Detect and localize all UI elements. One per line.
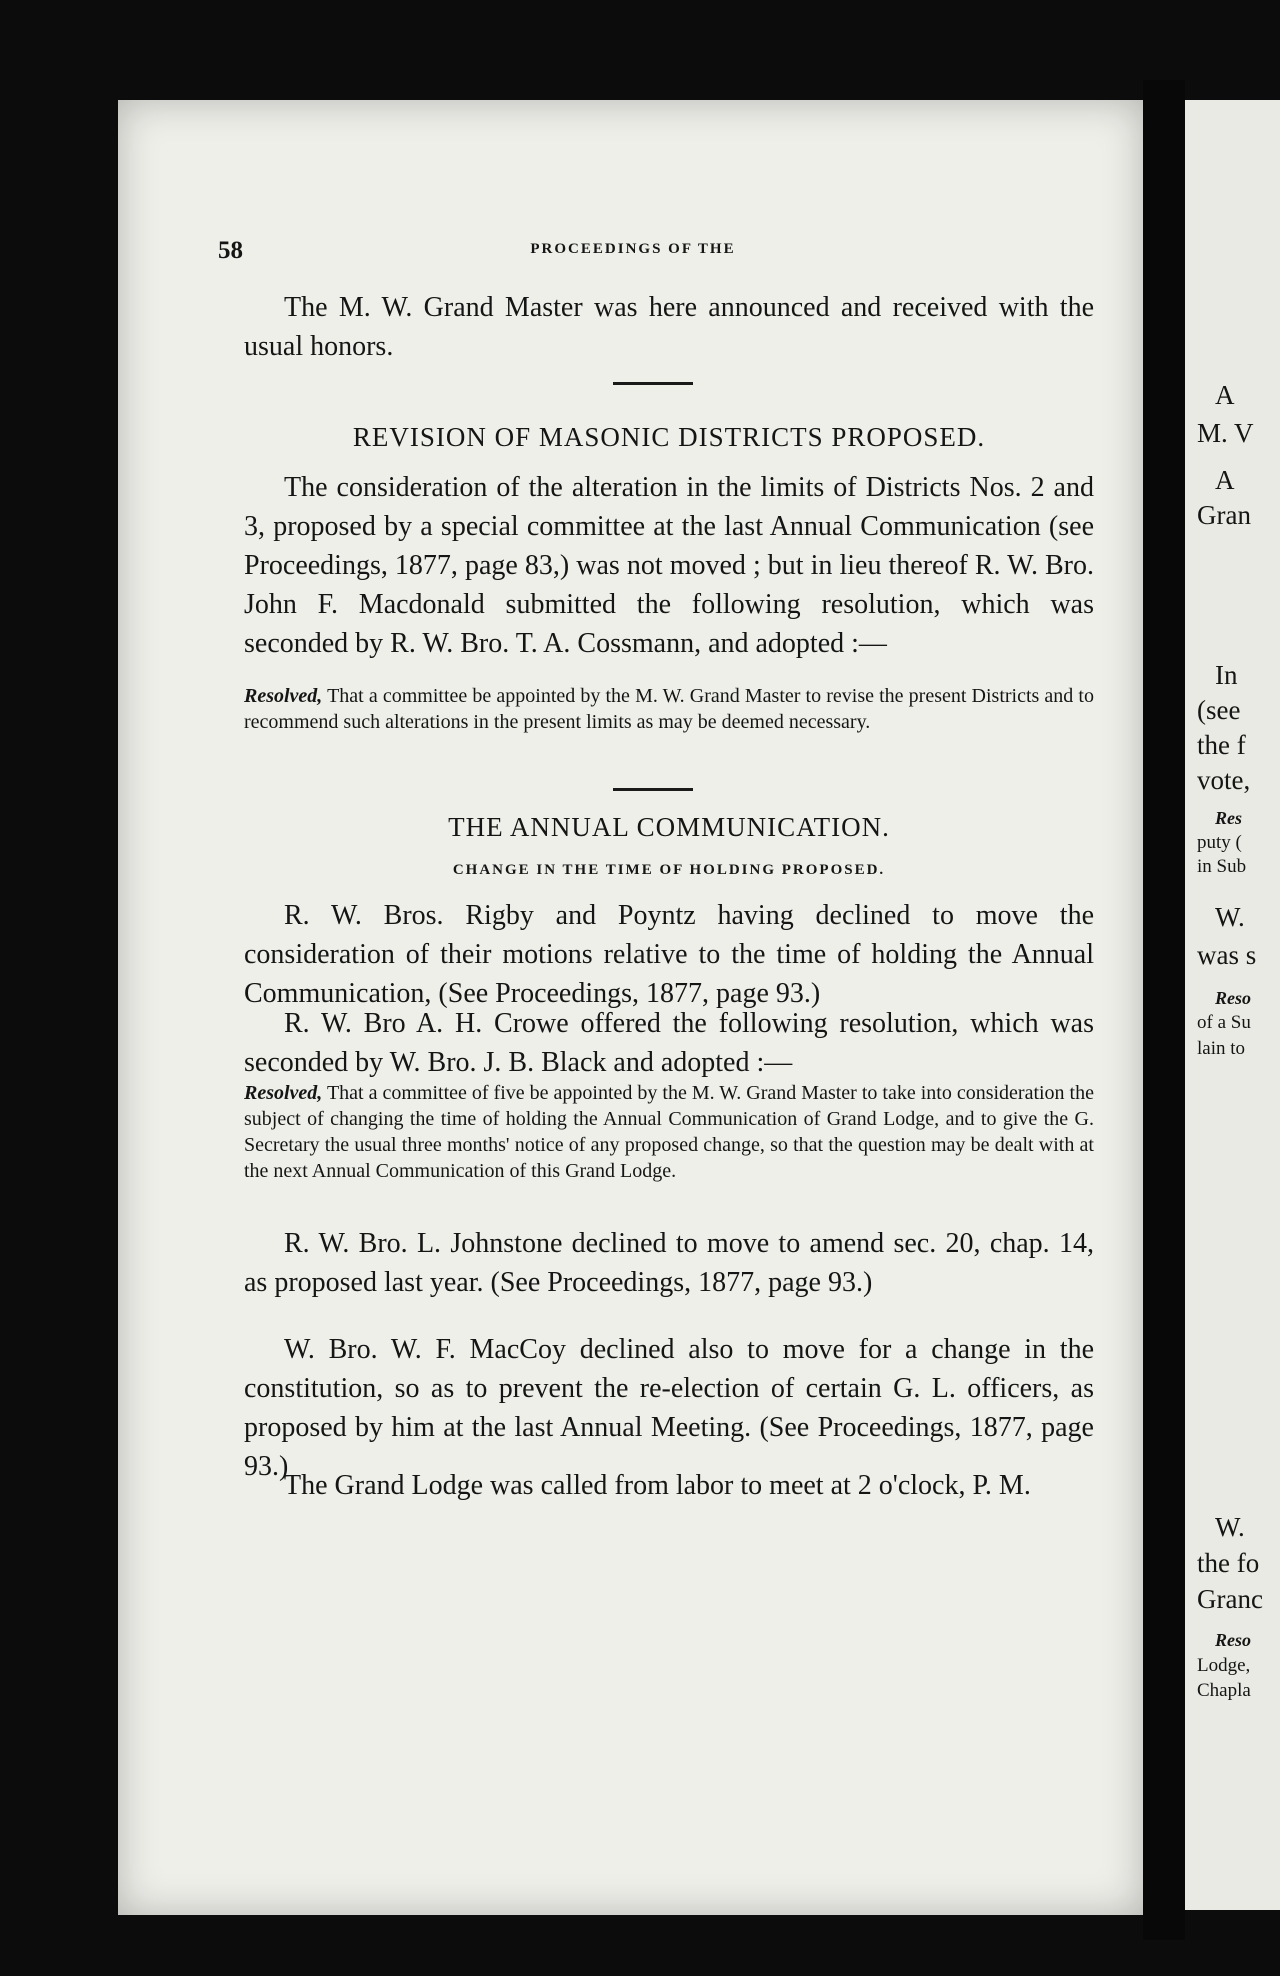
adjacent-page-text: W. (1215, 902, 1245, 932)
adjacent-page-text: Gran (1197, 500, 1251, 530)
resolution-districts-committee (244, 683, 1094, 735)
adjacent-page-text: in Sub (1197, 856, 1247, 877)
adjacent-page-text: the f (1197, 730, 1246, 760)
section-heading-annual-communication: THE ANNUAL COMMUNICATION. (448, 812, 890, 842)
section-divider (613, 382, 693, 385)
adjacent-page-text: In (1215, 660, 1238, 690)
adjacent-page-text: of a Su (1197, 1012, 1251, 1033)
book-page (118, 100, 1143, 1915)
running-head (218, 237, 1048, 267)
adjacent-page-text: vote, (1197, 765, 1251, 795)
adjacent-page-text: (see (1197, 695, 1241, 725)
section-heading-revision: REVISION OF MASONIC DISTRICTS PROPOSED. (352, 422, 986, 452)
paragraph-johnstone: R. W. Bro. L. Johnstone declined to move to amend sec. 20, chap. 14, as proposed last year. (See Proceedings, 1877, page 93.) (244, 1228, 1094, 1298)
adjacent-page-text: M. V (1197, 418, 1254, 448)
adjacent-page-text: lain to (1197, 1038, 1246, 1059)
resolution-lead: Resolved, (244, 1082, 323, 1104)
page-number: 58 (218, 237, 243, 264)
running-head-title: PROCEEDINGS OF THE (530, 241, 736, 257)
paragraph-grand-master-announced: The M. W. Grand Master was here announced and received with the usual honors. (244, 292, 1094, 362)
section-divider (613, 788, 693, 791)
resolution-lead: Resolved, (244, 685, 323, 707)
adjacent-page-text: Chapla (1197, 1680, 1251, 1701)
resolution-text: That a committee be appointed by the M. W. Grand Master to revise the present Districts and to recommend such alterations in the present limits as may be deemed necessary. (244, 685, 1094, 733)
adjacent-page-text: puty ( (1197, 832, 1242, 853)
adjacent-page-text: Lodge, (1197, 1655, 1251, 1676)
adjacent-page-text: A (1215, 380, 1235, 410)
paragraph-called-from-labor: The Grand Lodge was called from labor to meet at 2 o'clock, P. M. (284, 1470, 1031, 1501)
paragraph-districts-consideration: The consideration of the alteration in the limits of Districts Nos. 2 and 3, proposed by a special committee at the last Annual Communication (see Proceedings, 1877, page 83,) was not moved ; but in lieu thereof R. W. Bro. John F. Macdonald submitted the following resolution, which was seconded by R. W. Bro. T. A. Cossmann, and adopted :— (244, 472, 1094, 659)
paragraph-rigby-poyntz: R. W. Bros. Rigby and Poyntz having declined to move the consideration of their motions relative to the time of holding the Annual Communication, (See Proceedings, 1877, page 93.) (244, 900, 1094, 1009)
adjacent-page-text: W. (1215, 1512, 1245, 1542)
adjacent-page-text: Res (1215, 808, 1242, 828)
adjacent-page-text: A (1215, 465, 1235, 495)
adjacent-page-text: was s (1197, 940, 1257, 970)
adjacent-page-text: Granc (1197, 1584, 1263, 1614)
paragraph-maccoy: W. Bro. W. F. MacCoy declined also to move for a change in the constitution, so as to prevent the re-election of certain G. L. officers, as proposed by him at the last Annual Meeting. (See Proceedings, 1877, page 93.) (244, 1334, 1094, 1482)
book-gutter (1143, 80, 1185, 1940)
adjacent-page-text: Reso (1215, 1630, 1251, 1650)
adjacent-page-text: Reso (1215, 988, 1251, 1008)
paragraph-crowe-resolution: R. W. Bro A. H. Crowe offered the following resolution, which was seconded by W. Bro. J. B. Black and adopted :— (244, 1008, 1094, 1078)
resolution-text: That a committee of five be appointed by the M. W. Grand Master to take into consideration the subject of changing the time of holding the Annual Communication of Grand Lodge, and to give the G. Secretary the usual three months' notice of any proposed change, so that the question may be dealt with at the next Annual Communication of this Grand Lodge. (244, 1082, 1094, 1182)
adjacent-page-fragment (1185, 100, 1280, 1910)
section-subheading-time-change: CHANGE IN THE TIME OF HOLDING PROPOSED. (452, 862, 886, 878)
adjacent-page-text: the fo (1197, 1548, 1260, 1578)
resolution-committee-of-five (244, 1080, 1094, 1184)
